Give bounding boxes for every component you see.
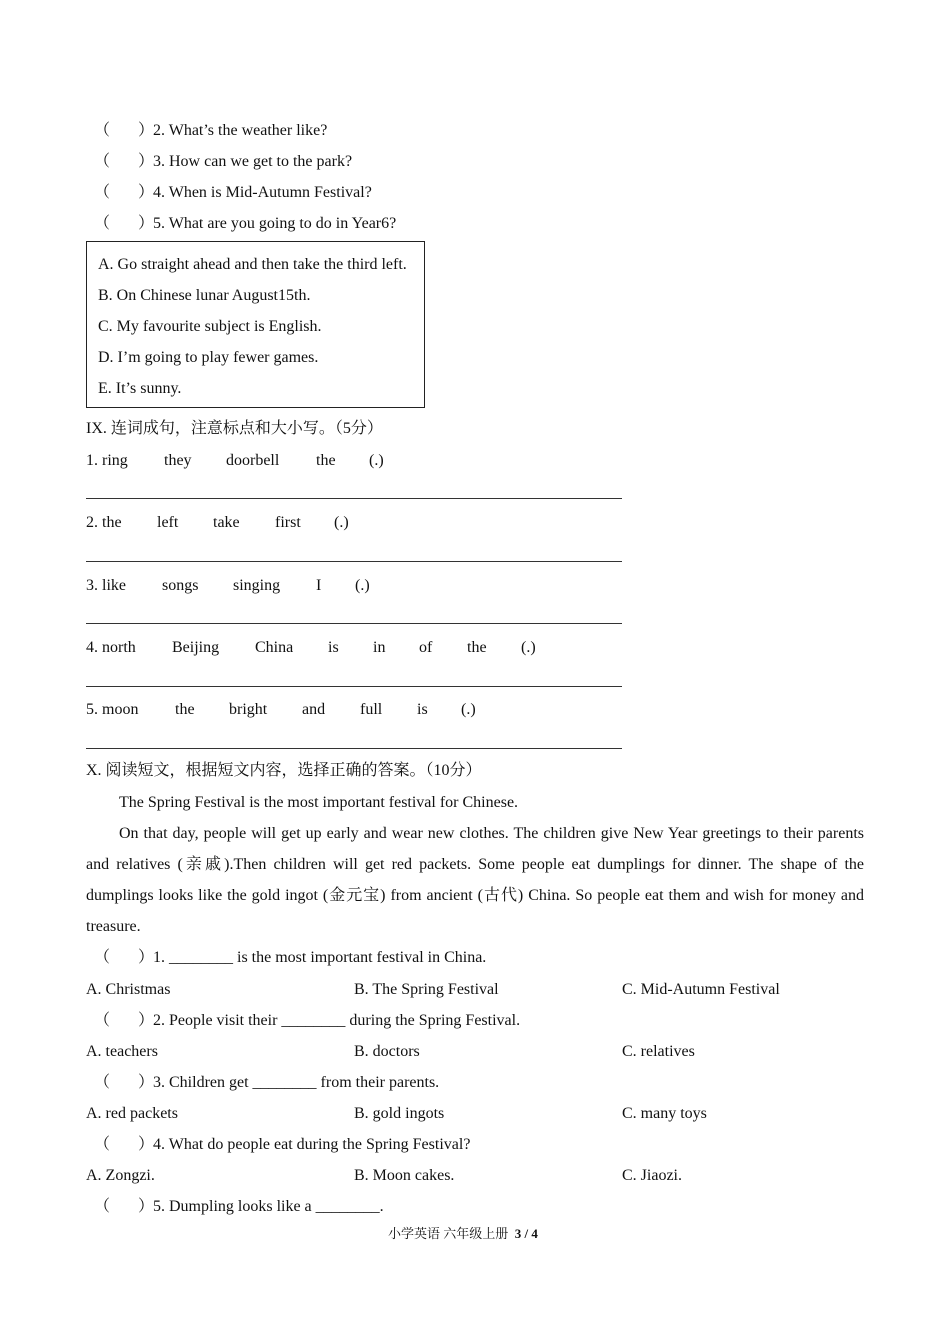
- choice-a[interactable]: A. red packets: [86, 1105, 178, 1122]
- word: China: [255, 639, 294, 656]
- word: they: [164, 452, 192, 469]
- word: the: [316, 452, 336, 469]
- word: 5. moon: [86, 701, 139, 718]
- matching-question: [94, 152, 352, 172]
- reading-question: [94, 1011, 520, 1031]
- reading-question: [94, 948, 486, 968]
- answer-paren-open[interactable]: （: [94, 184, 111, 201]
- answer-line[interactable]: [86, 686, 622, 687]
- word: 1. ring: [86, 452, 128, 469]
- choice-a[interactable]: A. Zongzi.: [86, 1167, 155, 1184]
- choice-b[interactable]: B. Moon cakes.: [354, 1167, 455, 1184]
- choice-b[interactable]: B. The Spring Festival: [354, 981, 499, 998]
- answer-paren-close: ）: [138, 184, 155, 201]
- answer-line[interactable]: [86, 623, 622, 624]
- word: songs: [162, 577, 199, 594]
- word: (.): [369, 452, 384, 469]
- answer-paren-close: ）: [138, 1012, 155, 1029]
- word: 3. like: [86, 577, 126, 594]
- word: is: [417, 701, 428, 718]
- answer-paren-close: ）: [138, 949, 155, 966]
- section-ix-heading: IX. 连词成句，注意标点和大小写。（5分）: [86, 420, 383, 437]
- word: and: [302, 701, 326, 718]
- choice-c[interactable]: C. Mid-Autumn Festival: [622, 981, 780, 998]
- answer-line[interactable]: [86, 561, 622, 562]
- question-text: 3. How can we get to the park?: [153, 153, 353, 170]
- answer-paren-open[interactable]: （: [94, 1074, 111, 1091]
- answer-paren-open[interactable]: （: [94, 153, 111, 170]
- matching-question: [94, 214, 396, 234]
- reading-question: [94, 1197, 384, 1217]
- page-separator: /: [524, 1226, 529, 1241]
- choice-b[interactable]: B. gold ingots: [354, 1105, 445, 1122]
- answer-paren-close: ）: [138, 1136, 155, 1153]
- section-x-heading: X. 阅读短文，根据短文内容，选择正确的答案。（10分）: [86, 762, 482, 779]
- answer-paren-open[interactable]: （: [94, 949, 111, 966]
- question-text: 1. ________ is the most important festival in China.: [153, 949, 487, 966]
- word: Beijing: [172, 639, 220, 656]
- answer-paren-open[interactable]: （: [94, 1136, 111, 1153]
- word: is: [328, 639, 339, 656]
- choice-a[interactable]: A. Christmas: [86, 981, 171, 998]
- reading-question: [94, 1135, 470, 1155]
- matching-question: [94, 183, 372, 203]
- choice-c[interactable]: C. relatives: [622, 1043, 695, 1060]
- word: bright: [229, 701, 268, 718]
- choice-a[interactable]: A. teachers: [86, 1043, 158, 1060]
- choice-b[interactable]: B. doctors: [354, 1043, 420, 1060]
- word: doorbell: [226, 452, 280, 469]
- word: in: [373, 639, 386, 656]
- answer-options-box: [86, 241, 425, 408]
- word: (.): [334, 514, 349, 531]
- question-text: 5. What are you going to do in Year6?: [153, 215, 397, 232]
- answer-line[interactable]: [86, 498, 622, 499]
- footer-label: 小学英语 六年级上册: [388, 1226, 509, 1241]
- page-number: 3: [514, 1226, 522, 1241]
- answer-line[interactable]: [86, 748, 622, 749]
- word: take: [213, 514, 240, 531]
- answer-paren-close: ）: [138, 1198, 155, 1215]
- word: 4. north: [86, 639, 136, 656]
- answer-option: A. Go straight ahead and then take the third left.: [98, 256, 407, 273]
- question-text: 2. What’s the weather like?: [153, 122, 328, 139]
- word: of: [419, 639, 433, 656]
- word: 2. the: [86, 514, 122, 531]
- question-text: 2. People visit their ________ during the Spring Festival.: [153, 1012, 521, 1029]
- word: (.): [355, 577, 370, 594]
- matching-question: [94, 121, 327, 141]
- passage-first-line: The Spring Festival is the most important festival for Chinese.: [119, 794, 519, 811]
- question-text: 4. What do people eat during the Spring Festival?: [153, 1136, 471, 1153]
- answer-option: D. I’m going to play fewer games.: [98, 349, 319, 366]
- answer-paren-open[interactable]: （: [94, 1198, 111, 1215]
- choice-c[interactable]: C. many toys: [622, 1105, 707, 1122]
- question-text: 3. Children get ________ from their parents.: [153, 1074, 440, 1091]
- word: (.): [461, 701, 476, 718]
- word: (.): [521, 639, 536, 656]
- reading-question: [94, 1073, 439, 1093]
- word: singing: [233, 577, 281, 594]
- question-text: 4. When is Mid-Autumn Festival?: [153, 184, 372, 201]
- word: left: [157, 514, 179, 531]
- page-footer: [388, 1225, 538, 1243]
- answer-paren-close: ）: [138, 122, 155, 139]
- word: the: [175, 701, 195, 718]
- word: first: [275, 514, 301, 531]
- answer-option: E. It’s sunny.: [98, 380, 182, 397]
- answer-paren-open[interactable]: （: [94, 215, 111, 232]
- answer-option: B. On Chinese lunar August15th.: [98, 287, 311, 304]
- answer-paren-open[interactable]: （: [94, 122, 111, 139]
- answer-option: C. My favourite subject is English.: [98, 318, 322, 335]
- answer-paren-close: ）: [138, 215, 155, 232]
- answer-paren-close: ）: [138, 1074, 155, 1091]
- word: the: [467, 639, 487, 656]
- reading-passage: On that day, people will get up early and wear new clothes. The children give New Year greetings to their parents and relatives (亲戚).Then children will get red packets. Some people eat dumplings for dinner. The shape of the dumplings looks like the gold ingot (金元宝) from ancient (古代) China. So people eat them and wish for money and treasure.: [86, 825, 864, 935]
- choice-c[interactable]: C. Jiaozi.: [622, 1167, 682, 1184]
- word: full: [360, 701, 383, 718]
- answer-paren-open[interactable]: （: [94, 1012, 111, 1029]
- word: I: [316, 577, 322, 594]
- answer-paren-close: ）: [138, 153, 155, 170]
- page-total: 4: [531, 1226, 538, 1241]
- question-text: 5. Dumpling looks like a ________.: [153, 1198, 384, 1215]
